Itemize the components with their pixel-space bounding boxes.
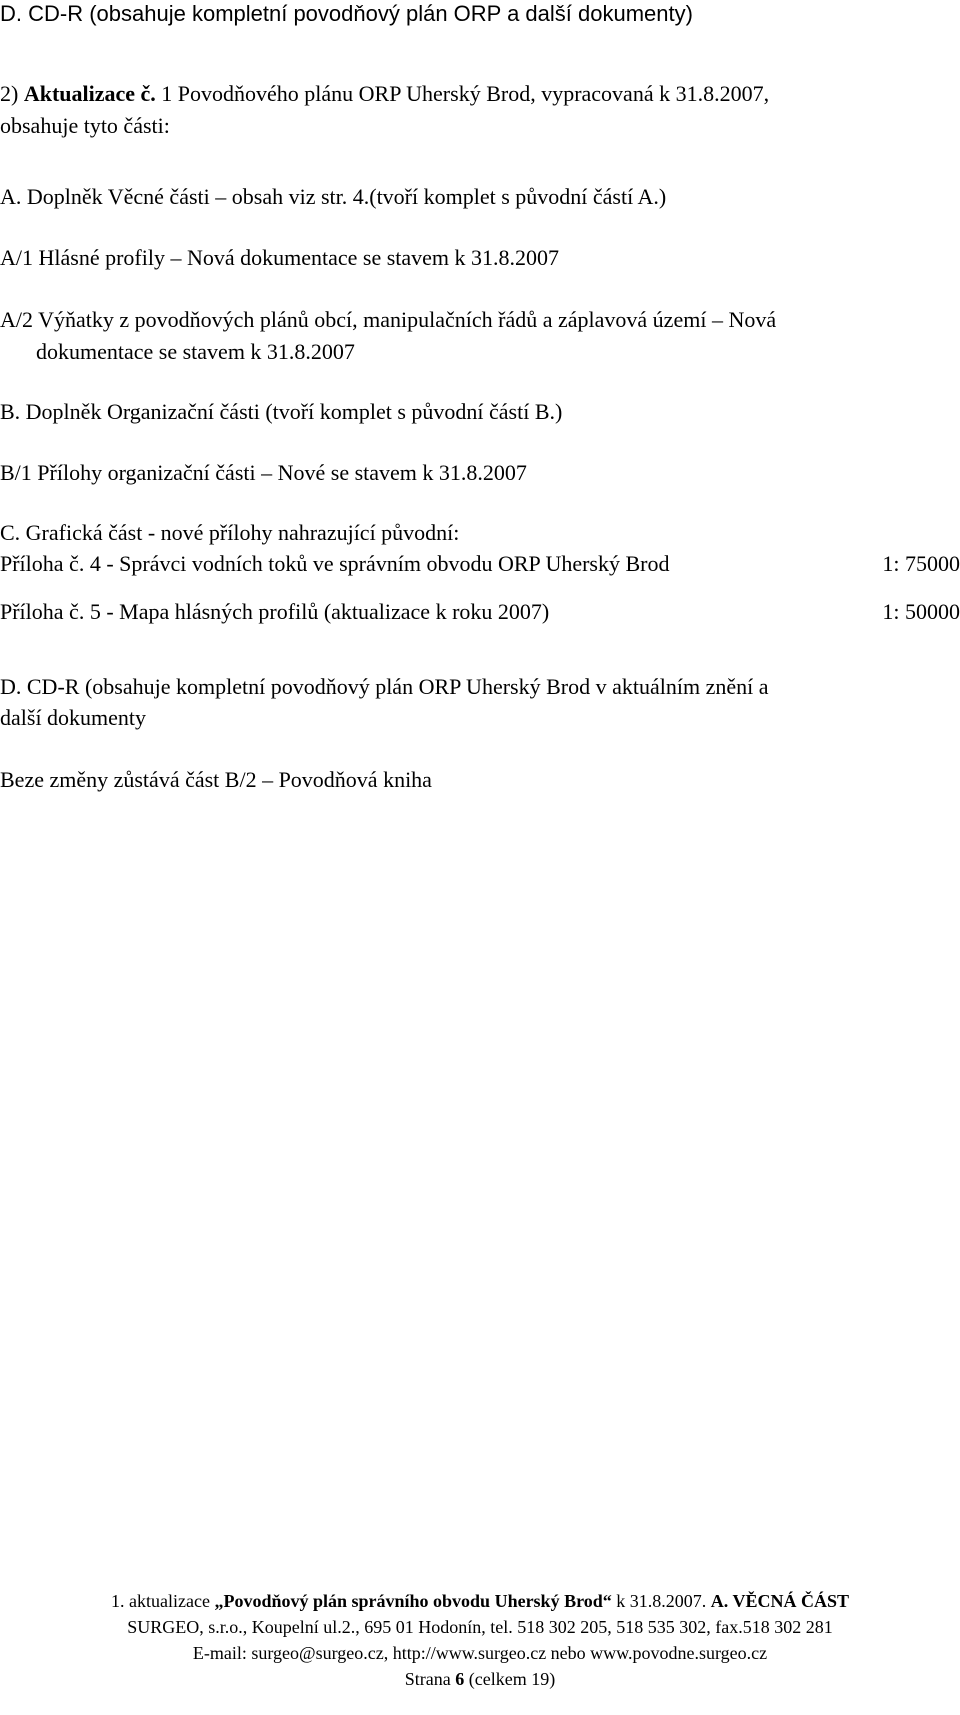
footer-line-2: SURGEO, s.r.o., Koupelní ul.2., 695 01 Hodonín, tel. 518 302 205, 518 535 302, fax.518 302 281 (127, 1617, 833, 1637)
priloha-5-row (0, 598, 960, 626)
item-2-prefix: 2) (0, 81, 24, 106)
footer-page-total: (celkem 19) (464, 1669, 556, 1689)
item-2-continuation: obsahuje tyto části: (0, 113, 170, 138)
priloha-4-text: Příloha č. 4 - Správci vodních toků ve správním obvodu ORP Uherský Brod (0, 551, 670, 576)
priloha-5-scale: 1: 50000 (882, 599, 960, 624)
cd-r-line-top: D. CD-R (obsahuje kompletní povodňový plán ORP a další dokumenty) (0, 1, 693, 26)
footer-page-number (0, 1668, 960, 1690)
footer-page-prefix: Strana (404, 1669, 456, 1689)
section-d-line2: další dokumenty (0, 705, 147, 730)
item-2-rest: 1 Povodňového plánu ORP Uherský Brod, vypracovaná k 31.8.2007, (155, 81, 770, 106)
priloha-4-scale: 1: 75000 (882, 551, 960, 576)
priloha-4-row (0, 550, 960, 578)
footer-line-1 (0, 1590, 960, 1612)
section-d-line1: D. CD-R (obsahuje kompletní povodňový plán ORP Uherský Brod v aktuálním znění a (0, 674, 769, 699)
footer-line-1-b: k 31.8.2007. (611, 1591, 711, 1611)
footer-page-current: 6 (455, 1669, 465, 1689)
section-a-title: A. Doplněk Věcné části – obsah viz str. 4.(tvoří komplet s původní částí A.) (0, 184, 667, 209)
priloha-5-text: Příloha č. 5 - Mapa hlásných profilů (aktualizace k roku 2007) (0, 599, 550, 624)
section-a2-line2: dokumentace se stavem k 31.8.2007 (36, 339, 355, 364)
section-c-title: C. Grafická část - nové přílohy nahrazující původní: (0, 520, 460, 545)
section-b1: B/1 Přílohy organizační části – Nové se stavem k 31.8.2007 (0, 460, 527, 485)
section-a2-line1: A/2 Výňatky z povodňových plánů obcí, manipulačních řádů a záplavová území – Nová (0, 307, 777, 332)
footer-section-name: A. VĚCNÁ ČÁST (710, 1591, 849, 1611)
item-2-bold: Aktualizace č. (23, 81, 156, 106)
footer-line-3: E-mail: surgeo@surgeo.cz, http://www.surgeo.cz nebo www.povodne.surgeo.cz (192, 1643, 768, 1663)
unchanged-note: Beze změny zůstává část B/2 – Povodňová kniha (0, 767, 432, 792)
footer-line-1-a: 1. aktualizace (111, 1591, 215, 1611)
section-a1: A/1 Hlásné profily – Nová dokumentace se stavem k 31.8.2007 (0, 245, 560, 270)
item-2-line (0, 80, 769, 108)
section-b-title: B. Doplněk Organizační části (tvoří komplet s původní částí B.) (0, 399, 563, 424)
footer-plan-title: „Povodňový plán správního obvodu Uherský Brod“ (214, 1591, 612, 1611)
